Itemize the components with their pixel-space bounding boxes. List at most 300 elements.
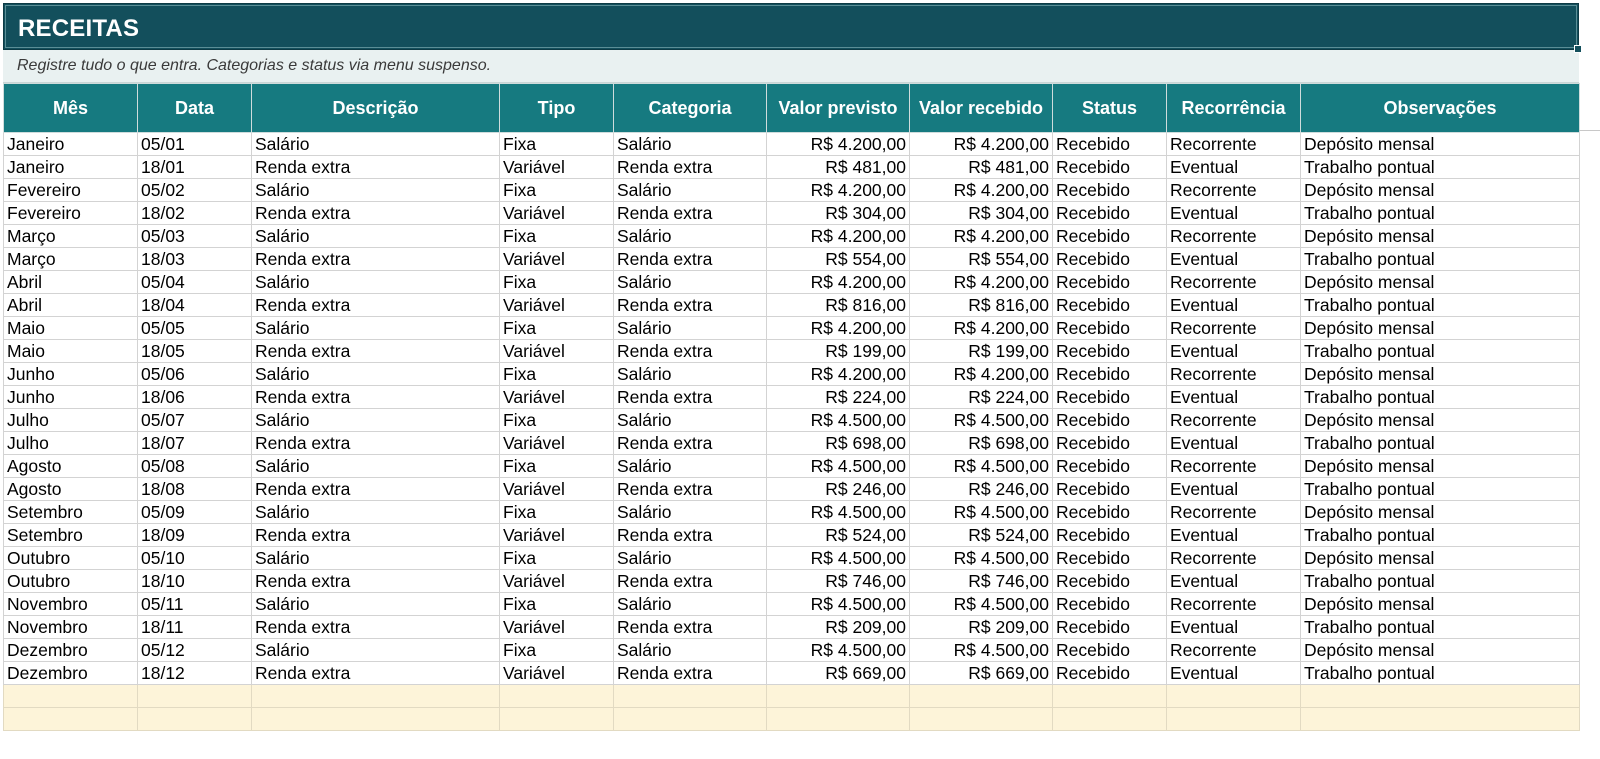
table-row	[4, 501, 1580, 524]
cell-data[interactable]: 18/11	[138, 616, 252, 639]
cell-valor-recebido[interactable]: R$ 4.200,00	[910, 271, 1053, 294]
cell-descricao[interactable]: Salário	[252, 271, 500, 294]
cell-tipo[interactable]: Variável	[500, 340, 614, 363]
cell-observacoes[interactable]: Trabalho pontual	[1301, 156, 1580, 179]
cell-descricao[interactable]: Renda extra	[252, 202, 500, 225]
cell-tipo[interactable]: Fixa	[500, 363, 614, 386]
cell-descricao[interactable]: Salário	[252, 409, 500, 432]
cell-recorrencia[interactable]: Recorrente	[1167, 593, 1301, 616]
cell-data[interactable]: 05/11	[138, 593, 252, 616]
cell-valor-recebido[interactable]: R$ 4.200,00	[910, 317, 1053, 340]
cell-valor-previsto[interactable]: R$ 746,00	[767, 570, 910, 593]
cell-status[interactable]: Recebido	[1053, 547, 1167, 570]
cell-categoria[interactable]: Salário	[614, 455, 767, 478]
cell-status[interactable]: Recebido	[1053, 225, 1167, 248]
cell-valor-recebido[interactable]: R$ 4.500,00	[910, 501, 1053, 524]
cell-status[interactable]: Recebido	[1053, 593, 1167, 616]
cell-status[interactable]: Recebido	[1053, 409, 1167, 432]
cell-recorrencia[interactable]: Recorrente	[1167, 409, 1301, 432]
table-row	[4, 455, 1580, 478]
empty-cell-valor-previsto[interactable]	[767, 685, 910, 708]
cell-categoria[interactable]: Salário	[614, 133, 767, 156]
empty-cell-categoria[interactable]	[614, 685, 767, 708]
cell-data[interactable]: 05/03	[138, 225, 252, 248]
cell-observacoes[interactable]: Depósito mensal	[1301, 363, 1580, 386]
cell-observacoes[interactable]: Depósito mensal	[1301, 133, 1580, 156]
empty-cell-descricao[interactable]	[252, 708, 500, 731]
cell-valor-recebido[interactable]: R$ 481,00	[910, 156, 1053, 179]
column-header-valor-recebido[interactable]: Valor recebido	[910, 84, 1053, 133]
cell-tipo[interactable]: Variável	[500, 202, 614, 225]
cell-data[interactable]: 18/09	[138, 524, 252, 547]
table-row	[4, 133, 1580, 156]
cell-valor-previsto[interactable]: R$ 816,00	[767, 294, 910, 317]
cell-tipo[interactable]: Variável	[500, 156, 614, 179]
cell-categoria[interactable]: Salário	[614, 593, 767, 616]
cell-categoria[interactable]: Renda extra	[614, 386, 767, 409]
cell-data[interactable]: 18/02	[138, 202, 252, 225]
cell-descricao[interactable]: Salário	[252, 363, 500, 386]
cell-status[interactable]: Recebido	[1053, 639, 1167, 662]
table-row	[4, 225, 1580, 248]
cell-recorrencia[interactable]: Eventual	[1167, 248, 1301, 271]
income-table	[3, 83, 1580, 731]
cell-recorrencia[interactable]: Recorrente	[1167, 363, 1301, 386]
cell-mes[interactable]: Junho	[4, 386, 138, 409]
cell-status[interactable]: Recebido	[1053, 616, 1167, 639]
cell-observacoes[interactable]: Trabalho pontual	[1301, 478, 1580, 501]
cell-mes[interactable]: Julho	[4, 432, 138, 455]
cell-descricao[interactable]: Salário	[252, 179, 500, 202]
cell-status[interactable]: Recebido	[1053, 570, 1167, 593]
empty-input-row	[4, 685, 1580, 708]
cell-observacoes[interactable]: Depósito mensal	[1301, 271, 1580, 294]
cell-data[interactable]: 18/12	[138, 662, 252, 685]
cell-tipo[interactable]: Fixa	[500, 271, 614, 294]
cell-valor-previsto[interactable]: R$ 4.200,00	[767, 179, 910, 202]
cell-status[interactable]: Recebido	[1053, 179, 1167, 202]
cell-data[interactable]: 18/08	[138, 478, 252, 501]
cell-recorrencia[interactable]: Recorrente	[1167, 501, 1301, 524]
title-cell[interactable]	[3, 3, 1579, 50]
cell-recorrencia[interactable]: Recorrente	[1167, 271, 1301, 294]
cell-categoria[interactable]: Salário	[614, 225, 767, 248]
cell-categoria[interactable]: Salário	[614, 317, 767, 340]
cell-status[interactable]: Recebido	[1053, 294, 1167, 317]
empty-cell-tipo[interactable]	[500, 708, 614, 731]
cell-data[interactable]: 18/04	[138, 294, 252, 317]
cell-mes[interactable]: Março	[4, 248, 138, 271]
cell-categoria[interactable]: Renda extra	[614, 202, 767, 225]
empty-cell-valor-previsto[interactable]	[767, 708, 910, 731]
cell-mes[interactable]: Outubro	[4, 570, 138, 593]
cell-categoria[interactable]: Renda extra	[614, 248, 767, 271]
cell-valor-recebido[interactable]: R$ 4.200,00	[910, 225, 1053, 248]
table-row	[4, 570, 1580, 593]
table-row	[4, 478, 1580, 501]
cell-status[interactable]: Recebido	[1053, 455, 1167, 478]
cell-mes[interactable]: Setembro	[4, 524, 138, 547]
cell-observacoes[interactable]: Trabalho pontual	[1301, 616, 1580, 639]
cell-categoria[interactable]: Renda extra	[614, 156, 767, 179]
column-header-categoria[interactable]: Categoria	[614, 84, 767, 133]
cell-valor-previsto[interactable]: R$ 304,00	[767, 202, 910, 225]
cell-valor-previsto[interactable]: R$ 224,00	[767, 386, 910, 409]
cell-recorrencia[interactable]: Recorrente	[1167, 455, 1301, 478]
cell-categoria[interactable]: Renda extra	[614, 616, 767, 639]
cell-descricao[interactable]: Renda extra	[252, 570, 500, 593]
cell-mes[interactable]: Janeiro	[4, 156, 138, 179]
cell-data[interactable]: 05/08	[138, 455, 252, 478]
cell-data[interactable]: 18/03	[138, 248, 252, 271]
cell-recorrencia[interactable]: Recorrente	[1167, 639, 1301, 662]
cell-valor-recebido[interactable]: R$ 698,00	[910, 432, 1053, 455]
cell-descricao[interactable]: Renda extra	[252, 294, 500, 317]
cell-mes[interactable]: Maio	[4, 340, 138, 363]
cell-tipo[interactable]: Fixa	[500, 317, 614, 340]
cell-tipo[interactable]: Fixa	[500, 455, 614, 478]
table-row	[4, 156, 1580, 179]
column-header-observacoes[interactable]: Observações	[1301, 84, 1580, 133]
cell-categoria[interactable]: Salário	[614, 639, 767, 662]
cell-data[interactable]: 18/10	[138, 570, 252, 593]
cell-valor-previsto[interactable]: R$ 4.200,00	[767, 363, 910, 386]
cell-observacoes[interactable]: Depósito mensal	[1301, 501, 1580, 524]
empty-cell-observacoes[interactable]	[1301, 685, 1580, 708]
cell-descricao[interactable]: Renda extra	[252, 616, 500, 639]
cell-status[interactable]: Recebido	[1053, 156, 1167, 179]
cell-descricao[interactable]: Renda extra	[252, 432, 500, 455]
cell-status[interactable]: Recebido	[1053, 478, 1167, 501]
cell-status[interactable]: Recebido	[1053, 133, 1167, 156]
cell-tipo[interactable]: Fixa	[500, 133, 614, 156]
table-row	[4, 179, 1580, 202]
cell-recorrencia[interactable]: Eventual	[1167, 202, 1301, 225]
cell-tipo[interactable]: Variável	[500, 570, 614, 593]
cell-valor-previsto[interactable]: R$ 4.500,00	[767, 409, 910, 432]
cell-categoria[interactable]: Renda extra	[614, 570, 767, 593]
cell-data[interactable]: 05/05	[138, 317, 252, 340]
cell-valor-recebido[interactable]: R$ 4.500,00	[910, 409, 1053, 432]
cell-valor-recebido[interactable]: R$ 209,00	[910, 616, 1053, 639]
column-header-tipo[interactable]: Tipo	[500, 84, 614, 133]
cell-categoria[interactable]: Salário	[614, 179, 767, 202]
cell-categoria[interactable]: Salário	[614, 271, 767, 294]
cell-tipo[interactable]: Fixa	[500, 639, 614, 662]
cell-mes[interactable]: Julho	[4, 409, 138, 432]
cell-status[interactable]: Recebido	[1053, 248, 1167, 271]
cell-observacoes[interactable]: Trabalho pontual	[1301, 386, 1580, 409]
cell-categoria[interactable]: Salário	[614, 547, 767, 570]
table-row	[4, 639, 1580, 662]
cell-valor-recebido[interactable]: R$ 4.500,00	[910, 455, 1053, 478]
cell-data[interactable]: 18/01	[138, 156, 252, 179]
cell-mes[interactable]: Agosto	[4, 455, 138, 478]
cell-recorrencia[interactable]: Eventual	[1167, 662, 1301, 685]
cell-observacoes[interactable]: Trabalho pontual	[1301, 662, 1580, 685]
cell-categoria[interactable]: Renda extra	[614, 294, 767, 317]
cell-recorrencia[interactable]: Recorrente	[1167, 133, 1301, 156]
empty-cell-categoria[interactable]	[614, 708, 767, 731]
cell-tipo[interactable]: Fixa	[500, 593, 614, 616]
cell-tipo[interactable]: Fixa	[500, 409, 614, 432]
empty-cell-status[interactable]	[1053, 708, 1167, 731]
cell-mes[interactable]: Maio	[4, 317, 138, 340]
cell-mes[interactable]: Setembro	[4, 501, 138, 524]
cell-valor-previsto[interactable]: R$ 4.200,00	[767, 225, 910, 248]
cell-data[interactable]: 05/01	[138, 133, 252, 156]
cell-observacoes[interactable]: Depósito mensal	[1301, 225, 1580, 248]
cell-valor-previsto[interactable]: R$ 246,00	[767, 478, 910, 501]
empty-cell-data[interactable]	[138, 708, 252, 731]
cell-valor-previsto[interactable]: R$ 554,00	[767, 248, 910, 271]
cell-recorrencia[interactable]: Eventual	[1167, 524, 1301, 547]
cell-observacoes[interactable]: Depósito mensal	[1301, 455, 1580, 478]
selection-fill-handle[interactable]	[1574, 45, 1582, 53]
cell-recorrencia[interactable]: Recorrente	[1167, 225, 1301, 248]
cell-valor-recebido[interactable]: R$ 4.500,00	[910, 639, 1053, 662]
table-row	[4, 547, 1580, 570]
cell-valor-recebido[interactable]: R$ 746,00	[910, 570, 1053, 593]
cell-mes[interactable]: Janeiro	[4, 133, 138, 156]
cell-descricao[interactable]: Salário	[252, 133, 500, 156]
cell-categoria[interactable]: Renda extra	[614, 524, 767, 547]
cell-data[interactable]: 05/04	[138, 271, 252, 294]
cell-status[interactable]: Recebido	[1053, 432, 1167, 455]
cell-valor-recebido[interactable]: R$ 4.200,00	[910, 179, 1053, 202]
column-header-valor-previsto[interactable]: Valor previsto	[767, 84, 910, 133]
empty-cell-descricao[interactable]	[252, 685, 500, 708]
cell-data[interactable]: 05/09	[138, 501, 252, 524]
table-row	[4, 616, 1580, 639]
cell-status[interactable]: Recebido	[1053, 317, 1167, 340]
cell-tipo[interactable]: Variável	[500, 248, 614, 271]
cell-status[interactable]: Recebido	[1053, 202, 1167, 225]
cell-descricao[interactable]: Renda extra	[252, 340, 500, 363]
cell-valor-previsto[interactable]: R$ 4.500,00	[767, 639, 910, 662]
cell-status[interactable]: Recebido	[1053, 271, 1167, 294]
cell-mes[interactable]: Agosto	[4, 478, 138, 501]
cell-descricao[interactable]: Renda extra	[252, 248, 500, 271]
cell-data[interactable]: 05/10	[138, 547, 252, 570]
cell-valor-previsto[interactable]: R$ 4.500,00	[767, 593, 910, 616]
cell-descricao[interactable]: Salário	[252, 639, 500, 662]
cell-valor-previsto[interactable]: R$ 524,00	[767, 524, 910, 547]
cell-descricao[interactable]: Salário	[252, 317, 500, 340]
cell-valor-recebido[interactable]: R$ 224,00	[910, 386, 1053, 409]
cell-observacoes[interactable]: Trabalho pontual	[1301, 524, 1580, 547]
cell-observacoes[interactable]: Trabalho pontual	[1301, 248, 1580, 271]
cell-valor-recebido[interactable]: R$ 554,00	[910, 248, 1053, 271]
cell-data[interactable]: 05/02	[138, 179, 252, 202]
gridline	[1579, 130, 1600, 131]
column-header-recorrencia[interactable]: Recorrência	[1167, 84, 1301, 133]
cell-data[interactable]: 18/07	[138, 432, 252, 455]
cell-categoria[interactable]: Salário	[614, 501, 767, 524]
empty-cell-observacoes[interactable]	[1301, 708, 1580, 731]
column-header-data[interactable]: Data	[138, 84, 252, 133]
table-row	[4, 593, 1580, 616]
empty-cell-mes[interactable]	[4, 708, 138, 731]
cell-valor-recebido[interactable]: R$ 4.500,00	[910, 547, 1053, 570]
cell-observacoes[interactable]: Depósito mensal	[1301, 179, 1580, 202]
cell-observacoes[interactable]: Trabalho pontual	[1301, 202, 1580, 225]
cell-valor-recebido[interactable]: R$ 199,00	[910, 340, 1053, 363]
cell-mes[interactable]: Novembro	[4, 593, 138, 616]
cell-mes[interactable]: Fevereiro	[4, 179, 138, 202]
cell-valor-previsto[interactable]: R$ 669,00	[767, 662, 910, 685]
cell-status[interactable]: Recebido	[1053, 386, 1167, 409]
cell-tipo[interactable]: Variável	[500, 294, 614, 317]
cell-valor-recebido[interactable]: R$ 304,00	[910, 202, 1053, 225]
column-header-descricao[interactable]: Descrição	[252, 84, 500, 133]
cell-observacoes[interactable]: Trabalho pontual	[1301, 432, 1580, 455]
cell-tipo[interactable]: Fixa	[500, 225, 614, 248]
cell-descricao[interactable]: Salário	[252, 547, 500, 570]
cell-valor-recebido[interactable]: R$ 246,00	[910, 478, 1053, 501]
cell-valor-recebido[interactable]: R$ 4.200,00	[910, 133, 1053, 156]
cell-recorrencia[interactable]: Eventual	[1167, 616, 1301, 639]
cell-observacoes[interactable]: Trabalho pontual	[1301, 340, 1580, 363]
empty-cell-data[interactable]	[138, 685, 252, 708]
cell-categoria[interactable]: Renda extra	[614, 340, 767, 363]
cell-valor-recebido[interactable]: R$ 4.500,00	[910, 593, 1053, 616]
cell-observacoes[interactable]: Depósito mensal	[1301, 639, 1580, 662]
empty-input-row	[4, 708, 1580, 731]
cell-mes[interactable]: Dezembro	[4, 639, 138, 662]
cell-descricao[interactable]: Salário	[252, 501, 500, 524]
cell-mes[interactable]: Abril	[4, 271, 138, 294]
column-header-status[interactable]: Status	[1053, 84, 1167, 133]
cell-status[interactable]: Recebido	[1053, 662, 1167, 685]
cell-data[interactable]: 05/12	[138, 639, 252, 662]
cell-valor-previsto[interactable]: R$ 4.500,00	[767, 455, 910, 478]
cell-recorrencia[interactable]: Eventual	[1167, 570, 1301, 593]
cell-categoria[interactable]: Salário	[614, 409, 767, 432]
cell-descricao[interactable]: Renda extra	[252, 156, 500, 179]
cell-recorrencia[interactable]: Recorrente	[1167, 547, 1301, 570]
cell-data[interactable]: 05/07	[138, 409, 252, 432]
header-row	[4, 84, 1580, 133]
cell-observacoes[interactable]: Trabalho pontual	[1301, 570, 1580, 593]
cell-observacoes[interactable]: Depósito mensal	[1301, 547, 1580, 570]
cell-status[interactable]: Recebido	[1053, 363, 1167, 386]
sheet-subtitle: Registre tudo o que entra. Categorias e status via menu suspenso.	[17, 57, 492, 74]
cell-status[interactable]: Recebido	[1053, 524, 1167, 547]
cell-valor-recebido[interactable]: R$ 669,00	[910, 662, 1053, 685]
cell-recorrencia[interactable]: Eventual	[1167, 432, 1301, 455]
cell-valor-previsto[interactable]: R$ 199,00	[767, 340, 910, 363]
column-header-mes[interactable]: Mês	[4, 84, 138, 133]
cell-tipo[interactable]: Fixa	[500, 501, 614, 524]
cell-categoria[interactable]: Renda extra	[614, 662, 767, 685]
cell-mes[interactable]: Março	[4, 225, 138, 248]
cell-valor-previsto[interactable]: R$ 4.200,00	[767, 133, 910, 156]
cell-tipo[interactable]: Fixa	[500, 547, 614, 570]
cell-data[interactable]: 18/05	[138, 340, 252, 363]
cell-data[interactable]: 18/06	[138, 386, 252, 409]
table-row	[4, 340, 1580, 363]
cell-recorrencia[interactable]: Recorrente	[1167, 317, 1301, 340]
cell-tipo[interactable]: Variável	[500, 662, 614, 685]
cell-valor-previsto[interactable]: R$ 4.200,00	[767, 271, 910, 294]
cell-recorrencia[interactable]: Eventual	[1167, 156, 1301, 179]
table-row	[4, 386, 1580, 409]
table-row	[4, 294, 1580, 317]
cell-recorrencia[interactable]: Eventual	[1167, 386, 1301, 409]
cell-recorrencia[interactable]: Eventual	[1167, 294, 1301, 317]
cell-valor-previsto[interactable]: R$ 4.500,00	[767, 501, 910, 524]
empty-cell-valor-recebido[interactable]	[910, 685, 1053, 708]
cell-observacoes[interactable]: Depósito mensal	[1301, 593, 1580, 616]
empty-cell-status[interactable]	[1053, 685, 1167, 708]
cell-valor-previsto[interactable]: R$ 4.500,00	[767, 547, 910, 570]
table-row	[4, 202, 1580, 225]
cell-valor-previsto[interactable]: R$ 698,00	[767, 432, 910, 455]
cell-tipo[interactable]: Variável	[500, 524, 614, 547]
cell-valor-previsto[interactable]: R$ 481,00	[767, 156, 910, 179]
cell-descricao[interactable]: Salário	[252, 455, 500, 478]
cell-status[interactable]: Recebido	[1053, 501, 1167, 524]
cell-mes[interactable]: Abril	[4, 294, 138, 317]
table-row	[4, 662, 1580, 685]
cell-categoria[interactable]: Renda extra	[614, 478, 767, 501]
table-row	[4, 248, 1580, 271]
cell-categoria[interactable]: Renda extra	[614, 432, 767, 455]
cell-descricao[interactable]: Salário	[252, 225, 500, 248]
cell-mes[interactable]: Novembro	[4, 616, 138, 639]
empty-cell-valor-recebido[interactable]	[910, 708, 1053, 731]
cell-status[interactable]: Recebido	[1053, 340, 1167, 363]
empty-cell-tipo[interactable]	[500, 685, 614, 708]
empty-cell-mes[interactable]	[4, 685, 138, 708]
cell-tipo[interactable]: Fixa	[500, 179, 614, 202]
cell-categoria[interactable]: Salário	[614, 363, 767, 386]
empty-cell-recorrencia[interactable]	[1167, 708, 1301, 731]
cell-tipo[interactable]: Variável	[500, 386, 614, 409]
cell-valor-recebido[interactable]: R$ 524,00	[910, 524, 1053, 547]
cell-descricao[interactable]: Renda extra	[252, 662, 500, 685]
cell-tipo[interactable]: Variável	[500, 478, 614, 501]
cell-observacoes[interactable]: Trabalho pontual	[1301, 294, 1580, 317]
cell-recorrencia[interactable]: Eventual	[1167, 340, 1301, 363]
cell-valor-previsto[interactable]: R$ 4.200,00	[767, 317, 910, 340]
cell-recorrencia[interactable]: Recorrente	[1167, 179, 1301, 202]
table-row	[4, 271, 1580, 294]
cell-tipo[interactable]: Variável	[500, 432, 614, 455]
cell-valor-recebido[interactable]: R$ 816,00	[910, 294, 1053, 317]
cell-mes[interactable]: Dezembro	[4, 662, 138, 685]
cell-descricao[interactable]: Renda extra	[252, 524, 500, 547]
cell-mes[interactable]: Outubro	[4, 547, 138, 570]
cell-descricao[interactable]: Renda extra	[252, 478, 500, 501]
cell-tipo[interactable]: Variável	[500, 616, 614, 639]
cell-valor-recebido[interactable]: R$ 4.200,00	[910, 363, 1053, 386]
subtitle-cell[interactable]	[3, 50, 1579, 83]
cell-observacoes[interactable]: Depósito mensal	[1301, 409, 1580, 432]
table-body	[4, 133, 1580, 731]
cell-observacoes[interactable]: Depósito mensal	[1301, 317, 1580, 340]
cell-data[interactable]: 05/06	[138, 363, 252, 386]
cell-mes[interactable]: Junho	[4, 363, 138, 386]
cell-descricao[interactable]: Renda extra	[252, 386, 500, 409]
empty-cell-recorrencia[interactable]	[1167, 685, 1301, 708]
cell-mes[interactable]: Fevereiro	[4, 202, 138, 225]
cell-valor-previsto[interactable]: R$ 209,00	[767, 616, 910, 639]
cell-descricao[interactable]: Salário	[252, 593, 500, 616]
table-row	[4, 363, 1580, 386]
cell-recorrencia[interactable]: Eventual	[1167, 478, 1301, 501]
